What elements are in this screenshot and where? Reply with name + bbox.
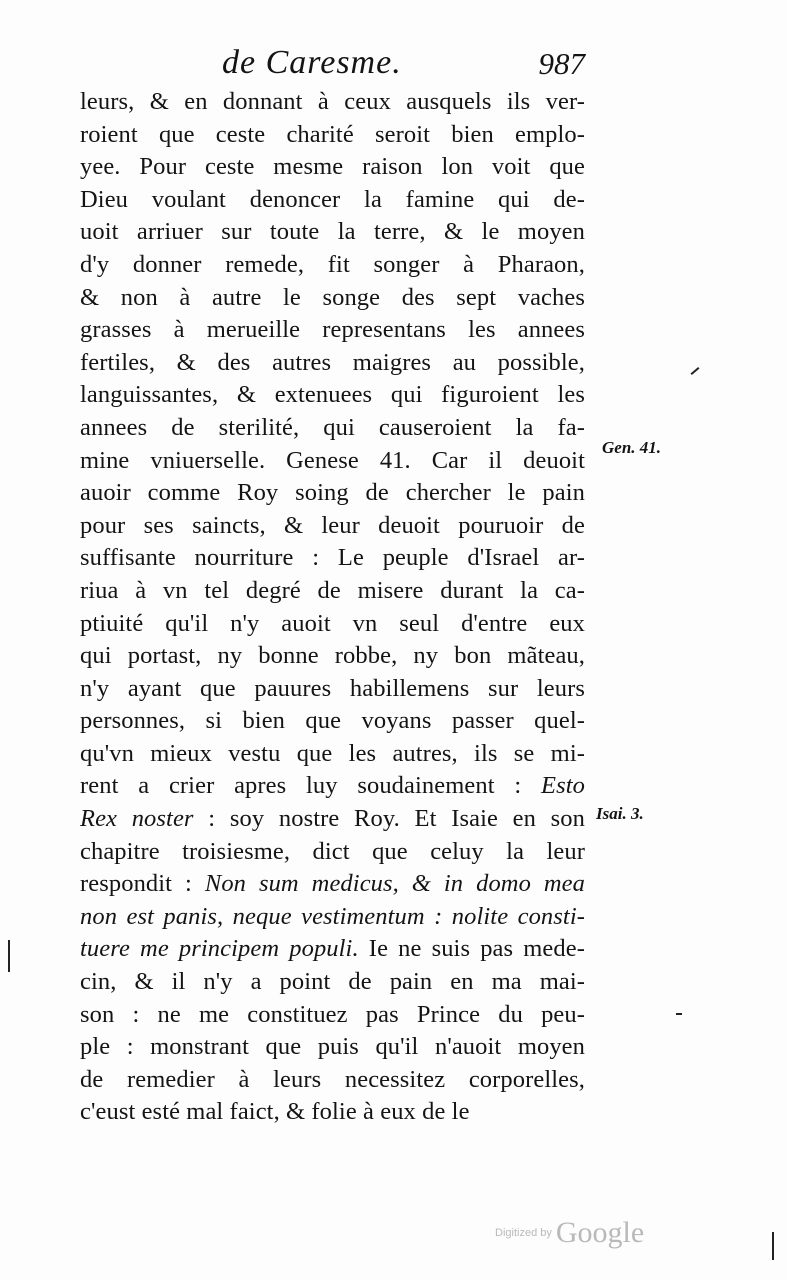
text-line: uoit arriuer sur toute la terre, & le moyen (80, 218, 585, 246)
watermark-prefix: Digitized by (495, 1227, 552, 1239)
body-text (80, 86, 585, 1129)
text-line: de remedier à leurs necessitez corporelles, (80, 1065, 585, 1093)
latin-quote: Esto (541, 772, 585, 800)
text-line (80, 933, 585, 966)
text-line: leurs, & en donnant à ceux ausquels ils ver- (80, 88, 585, 115)
text-line: languissantes, & extenuees qui figuroient les (80, 381, 585, 409)
text-line: cin, & il n'y a point de pain en ma mai- (80, 968, 585, 996)
text-line: grasses à merueille representans les annees (80, 316, 585, 344)
running-head (80, 44, 585, 84)
text-line: Dieu voulant denoncer la famine qui de- (80, 185, 585, 213)
text-line: riua à vn tel degré de misere durant la ca- (80, 576, 585, 604)
text-line: qui portast, ny bonne robbe, ny bon mãteau, (80, 642, 585, 670)
text-line: & non à autre le songe des sept vaches (80, 283, 585, 311)
text-line: son : ne me constituez pas Prince du peu- (80, 1000, 585, 1028)
text-line: qu'vn mieux vestu que les autres, ils se mi- (80, 739, 585, 767)
text-line: auoir comme Roy soing de chercher le pain (80, 479, 585, 507)
latin-quote: tuere me principem populi. (80, 935, 359, 963)
google-logo: Google (555, 1216, 645, 1249)
scan-artifact-left (8, 940, 10, 972)
scan-artifact-right (772, 1232, 774, 1260)
latin-quote: Rex noster (80, 805, 194, 833)
text-line: mine vniuerselle. Genese 41. Car il deuoit (80, 446, 585, 474)
running-title: de Caresme. (222, 44, 402, 81)
text-line: d'y donner remede, fit songer à Pharaon, (80, 250, 585, 278)
latin-quote: Non sum medicus, & in domo mea (204, 870, 585, 898)
google-watermark (495, 1216, 644, 1250)
margin-note-isaiah: Isai. 3. (596, 804, 644, 823)
text-line: personnes, si bien que voyans passer quel- (80, 707, 585, 735)
text-line (80, 803, 585, 836)
text-line: chapitre troisiesme, dict que celuy la leur (80, 837, 585, 865)
text-line: roient que ceste charité seroit bien emplo- (80, 120, 585, 148)
text-line (80, 770, 585, 803)
text-line: pour ses saincts, & leur deuoit pouruoir de (80, 511, 585, 539)
text-line: ptiuité qu'il n'y auoit vn seul d'entre eux (80, 609, 585, 637)
page-number: 987 (538, 46, 585, 81)
text-run: rent a crier apres luy soudainement : (80, 772, 542, 800)
margin-note-genesis: Gen. 41. (602, 438, 662, 457)
scan-artifact-dot (676, 1013, 682, 1015)
scan-artifact-dash (691, 367, 700, 375)
text-line: c'eust esté mal faict, & folie à eux de le (80, 1098, 470, 1126)
text-run: respondit : (80, 870, 205, 898)
text-line: suffisante nourriture : Le peuple d'Israel ar- (80, 544, 585, 572)
latin-quote: non est panis, neque vestimentum : nolite consti- (80, 902, 585, 930)
text-line: annees de sterilité, qui causeroient la fa- (80, 413, 585, 441)
text-line (80, 868, 585, 901)
text-line: fertiles, & des autres maigres au possible, (80, 348, 585, 376)
text-line: n'y ayant que pauures habillemens sur leurs (80, 674, 585, 702)
text-run: : soy nostre Roy. Et Isaie en son (193, 805, 585, 833)
text-line: yee. Pour ceste mesme raison lon voit que (80, 153, 585, 181)
text-line (80, 901, 585, 934)
text-line: ple : monstrant que puis qu'il n'auoit moyen (80, 1033, 585, 1061)
text-run: Ie ne suis pas mede- (358, 935, 585, 963)
